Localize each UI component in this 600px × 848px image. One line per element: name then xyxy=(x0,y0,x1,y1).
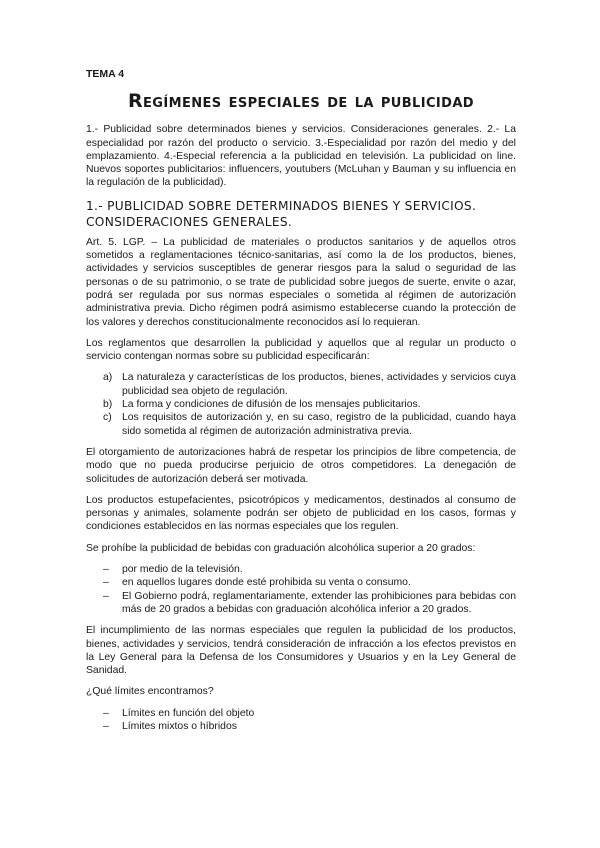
list-marker: – xyxy=(103,720,109,732)
bebidas-list xyxy=(86,563,516,616)
list-marker: – xyxy=(103,707,109,719)
estupefacientes-paragraph: Los productos estupefacientes, psicotrópicos y medicamentos, destinados al consumo de personas y animales, solamente podrán ser objeto de publicidad en los casos, formas y condiciones establecidos en las normas especiales que los regulen. xyxy=(86,494,516,533)
list-item-text: en aquellos lugares donde esté prohibida su venta o consumo. xyxy=(122,577,411,589)
list-item xyxy=(103,411,516,438)
list-item-text: La naturaleza y características de los productos, bienes, actividades y servicios cuya publicidad sea objeto de regulación. xyxy=(122,372,516,397)
list-marker: – xyxy=(103,590,109,602)
incumplimiento-paragraph: El incumplimiento de las normas especiales que regulen la publicidad de los productos, bienes, actividades y servicios, tendrá consideración de infracción a los efectos previstos en la Ley General para la Defensa de los Consumidores y Usuarios y en la Ley General de Sanidad. xyxy=(86,625,516,677)
list-item-text: Límites mixtos o híbridos xyxy=(122,720,237,732)
alpha-list xyxy=(86,371,516,437)
list-item-text: Los requisitos de autorización y, en su caso, registro de la publicidad, cuando haya sido sometida al régimen de autorización administrativa previa. xyxy=(122,412,516,437)
list-marker: – xyxy=(103,577,109,589)
list-item xyxy=(103,590,516,617)
list-marker: – xyxy=(103,564,109,576)
art5-paragraph: Art. 5. LGP. – La publicidad de materiales o productos sanitarios y de aquellos otros sometidos a reglamentaciones técnico-sanitarias, así como la de los productos, bienes, actividades y servicios susceptibles de generar riesgos para la salud o seguridad de las personas o de su patrimonio, o se trate de publicidad sobre juegos de suerte, envite o azar, podrá ser regulada por sus normas especiales o sometida al régimen de autorización administrativa previa. Dicho régimen podrá asimismo establecerse cuando la protección de los valores y derechos constitucionalmente reconocidos así lo requieran. xyxy=(86,236,516,328)
list-item xyxy=(103,576,516,589)
otorgamiento-paragraph: El otorgamiento de autorizaciones habrá de respetar los principios de libre competencia, de modo que no pueda producirse perjuicio de otros competidores. La denegación de solicitudes de autorización deberá ser motivada. xyxy=(86,446,516,485)
page-content xyxy=(86,68,516,741)
bebidas-intro-paragraph: Se prohíbe la publicidad de bebidas con graduación alcohólica superior a 20 grados: xyxy=(86,542,476,554)
intro-paragraph: 1.- Publicidad sobre determinados bienes y servicios. Consideraciones generales. 2.- La especialidad por razón del producto o servicio. 3.-Especialidad por razón del medio y del emplazamiento. 4.-Especial referencia a la publicidad en televisión. La publicidad on line. Nuevos soportes publicitarios: influencers, youtubers (McLuhan y Bauman y su influencia en la regulación de la publicidad). xyxy=(86,124,516,189)
list-item xyxy=(103,371,516,398)
list-item xyxy=(103,563,516,576)
limites-question: ¿Qué límites encontramos? xyxy=(86,686,214,698)
list-item-text: por medio de la televisión. xyxy=(122,564,243,576)
document-title: Regímenes especiales de la publicidad xyxy=(128,90,474,113)
list-item xyxy=(103,720,516,733)
list-marker: c) xyxy=(103,412,112,424)
list-marker: a) xyxy=(103,372,113,384)
list-item-text: Límites en función del objeto xyxy=(122,707,255,719)
section-heading-1: 1.- PUBLICIDAD SOBRE DETERMINADOS BIENES Y SERVICIOS. CONSIDERACIONES GENERALES. xyxy=(86,198,477,229)
list-marker: b) xyxy=(103,399,113,411)
limites-list xyxy=(86,707,516,734)
list-item xyxy=(103,707,516,720)
list-item-text: La forma y condiciones de difusión de los mensajes publicitarios. xyxy=(122,399,421,411)
reglamentos-paragraph: Los reglamentos que desarrollen la publicidad y aquellos que al regular un producto o servicio contengan normas sobre su publicidad especificarán: xyxy=(86,337,516,363)
list-item xyxy=(103,398,516,411)
list-item-text: El Gobierno podrá, reglamentariamente, extender las prohibiciones para bebidas con más de 20 grados a bebidas con graduación alcohólica inferior a 20 grados. xyxy=(122,590,516,615)
topic-label: TEMA 4 xyxy=(86,68,125,80)
